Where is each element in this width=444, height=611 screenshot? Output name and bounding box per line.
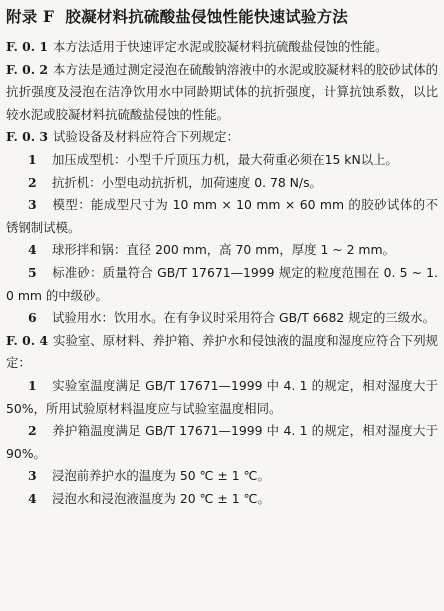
clause-text: 本方法是通过测定浸泡在硫酸钠溶液中的水泥或胶凝材料的胶砂试体的抗折强度及浸泡在洁净饮用水中同龄期试体的抗折强度，计算抗蚀系数，以比较水泥或胶凝材料抗硫酸盐侵蚀的性能。 <box>6 61 438 122</box>
list-item <box>6 239 438 262</box>
item-text: 实验室温度满足 GB/T 17671—1999 中 4. 1 的规定，相对湿度大于 50%，所用试验原材料温度应与试验室温度相同。 <box>6 377 438 416</box>
item-text: 试验用水：饮用水。在有争议时采用符合 GB/T 6682 规定的三级水。 <box>52 310 435 326</box>
item-number: 1 <box>28 151 37 167</box>
item-text: 养护箱温度满足 GB/T 17671—1999 中 4. 1 的规定，相对湿度大于 90%。 <box>6 423 438 461</box>
item-number: 4 <box>28 490 37 506</box>
item-text: 标准砂：质量符合 GB/T 17671—1999 规定的粒度范围在 0. 5 ~ 1. 0 mm 的中级砂。 <box>6 264 438 303</box>
item-number: 1 <box>28 377 37 393</box>
list-item <box>6 488 438 511</box>
item-text: 模型：能成型尺寸为 10 mm × 10 mm × 60 mm 的胶砂试体的不锈钢制试模。 <box>6 197 438 235</box>
clause-number: F. 0. 4 <box>6 332 49 348</box>
item-text: 浸泡前养护水的温度为 50 ℃ ± 1 ℃。 <box>52 468 270 484</box>
list-item <box>6 465 438 488</box>
clause-text: 本方法适用于快速评定水泥或胶凝材料抗硫酸盐侵蚀的性能。 <box>53 39 388 54</box>
clause-text: 试验设备及材料应符合下列规定： <box>53 129 239 145</box>
list-item <box>6 262 438 307</box>
list-item <box>6 149 438 172</box>
list-item <box>6 375 438 420</box>
item-text: 浸泡水和浸泡液温度为 20 ℃ ± 1 ℃。 <box>52 490 270 506</box>
list-item <box>6 172 438 195</box>
clause-f02 <box>6 59 438 127</box>
clause-f03 <box>6 126 438 149</box>
item-text: 加压成型机：小型千斤顶压力机，最大荷重必须在15 kN以上。 <box>52 151 398 167</box>
clause-text: 实验室、原材料、养护箱、养护水和侵蚀液的温度和湿度应符合下列规定： <box>6 332 438 371</box>
appendix-label: 附录 F <box>6 7 55 26</box>
list-item <box>6 194 438 239</box>
document-page <box>6 6 438 510</box>
clause-number: F. 0. 2 <box>6 61 49 77</box>
clause-number: F. 0. 3 <box>6 129 49 145</box>
clause-f01 <box>6 36 438 59</box>
item-number: 3 <box>28 468 37 484</box>
item-number: 4 <box>28 242 37 258</box>
item-number: 3 <box>28 197 37 213</box>
clause-f04 <box>6 330 438 375</box>
item-number: 2 <box>28 423 37 439</box>
appendix-title <box>6 6 438 28</box>
appendix-title-text: 胶凝材料抗硫酸盐侵蚀性能快速试验方法 <box>65 8 349 26</box>
item-number: 2 <box>28 174 37 190</box>
item-number: 5 <box>28 264 37 280</box>
item-text: 球形拌和锅：直径 200 mm，高 70 mm，厚度 1 ~ 2 mm。 <box>52 242 395 258</box>
item-text: 抗折机：小型电动抗折机，加荷速度 0. 78 N/s。 <box>52 174 322 190</box>
clause-number: F. 0. 1 <box>6 39 49 54</box>
item-number: 6 <box>28 310 37 326</box>
list-item <box>6 420 438 465</box>
list-item <box>6 307 438 330</box>
